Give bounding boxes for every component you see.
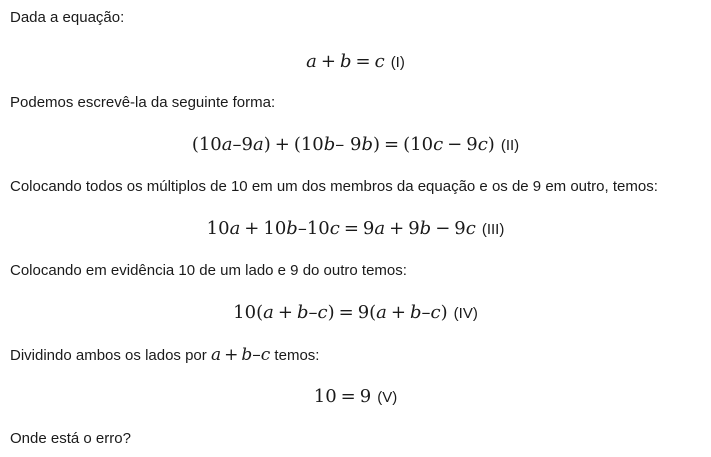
equation-2-expression: (10a–9a) + (10b– 9b) = (10c − 9c) [191, 134, 495, 155]
evidence-text: Colocando em evidência 10 de um lado e 9 do outro temos: [10, 262, 407, 279]
equation-3 [0, 217, 711, 241]
equation-4-expression: 10(a + b–c) = 9(a + b–c) [233, 302, 448, 323]
equation-3-tag: (III) [481, 221, 505, 238]
dividing-expression: a + b–c [210, 345, 271, 365]
equation-2 [0, 133, 711, 157]
intro-text: Dada a equação: [10, 9, 125, 26]
multiples-text: Colocando todos os múltiplos de 10 em um dos membros da equação e os de 9 em outro, temos: [10, 178, 658, 195]
equation-4-tag: (IV) [453, 305, 478, 322]
equation-1-tag: (I) [390, 54, 405, 71]
equation-5 [0, 385, 711, 409]
equation-5-expression: 10 = 9 [313, 386, 372, 407]
equation-3-expression: 10a + 10b–10c = 9a + 9b − 9c [206, 218, 476, 239]
dividing-text-start: Dividindo ambos os lados por [10, 347, 211, 364]
question-text: Onde está o erro? [10, 430, 131, 447]
rewrite-text: Podemos escrevê-la da seguinte forma: [10, 94, 276, 111]
equation-5-tag: (V) [377, 389, 398, 406]
equation-5-rhs: 9 [359, 386, 372, 407]
dividing-text-end: temos: [270, 347, 320, 364]
equation-1 [0, 50, 711, 74]
equation-1-expression: a + b = c [306, 51, 385, 72]
equation-5-lhs: 10 [313, 386, 337, 407]
equation-4 [0, 301, 711, 325]
equation-2-tag: (II) [500, 137, 520, 154]
dividing-text [10, 346, 319, 365]
